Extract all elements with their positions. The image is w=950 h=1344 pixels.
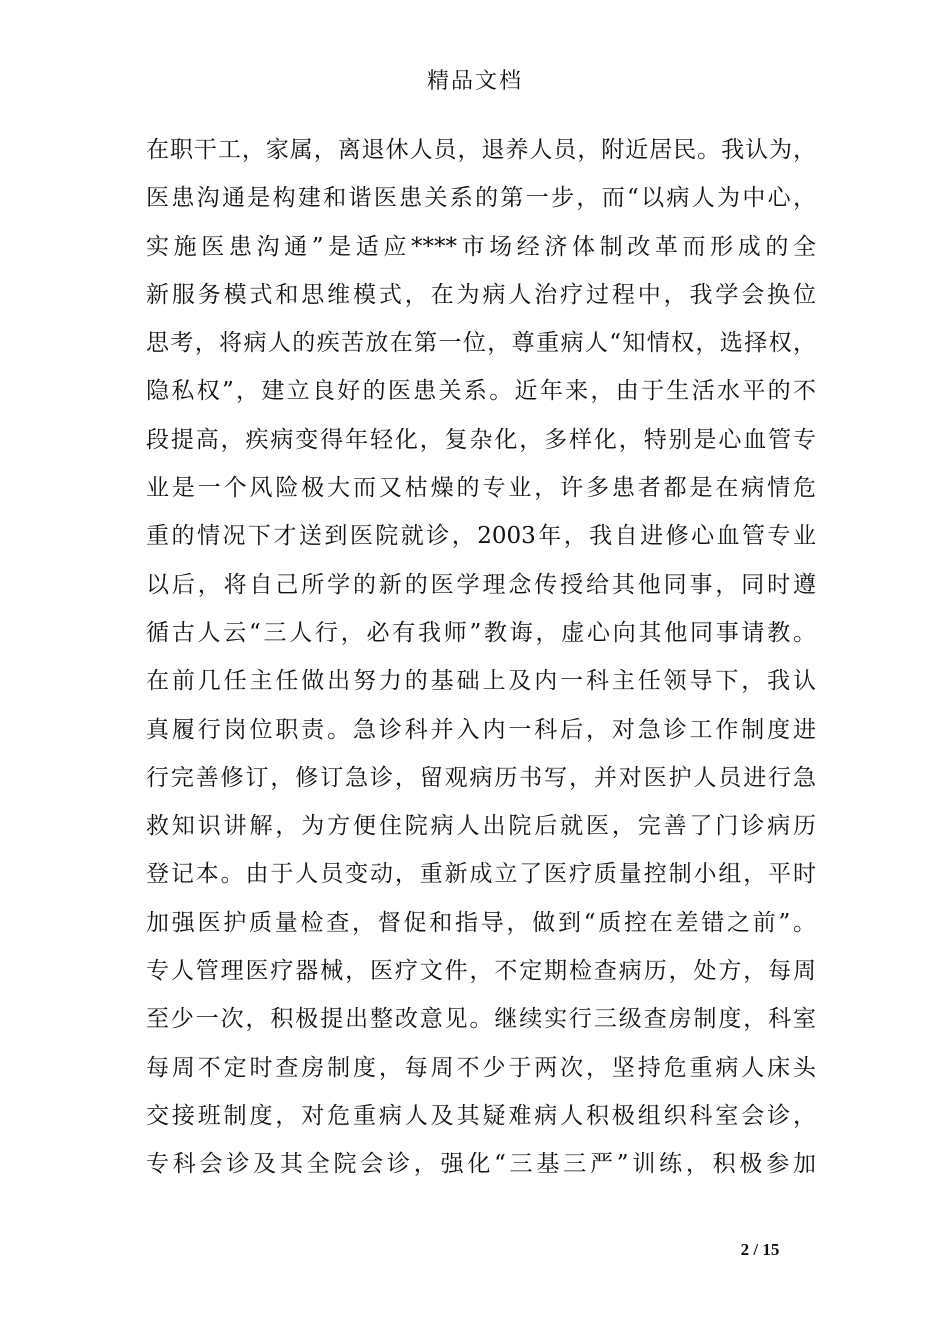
body-line: 以后，将自己所学的新的医学理念传授给其他同事，同时遵	[146, 571, 816, 598]
body-line: 登记本。由于人员变动，重新成立了医疗质量控制小组，平时	[146, 861, 816, 888]
body-line: 段提高，疾病变得年轻化，复杂化，多样化，特别是心血管专	[146, 426, 816, 453]
body-line: 至少一次，积极提出整改意见。继续实行三级查房制度，科室	[146, 1006, 816, 1033]
body-line: 加强医护质量检查，督促和指导，做到“质控在差错之前”。	[146, 909, 816, 936]
body-line: 救知识讲解，为方便住院病人出院后就医，完善了门诊病历	[146, 813, 816, 840]
body-line: 行完善修订，修订急诊，留观病历书写，并对医护人员进行急	[146, 764, 816, 791]
body-line: 真履行岗位职责。急诊科并入内一科后，对急诊工作制度进	[146, 716, 816, 743]
body-line: 业是一个风险极大而又枯燥的专业，许多患者都是在病情危	[146, 475, 816, 502]
body-line: 重的情况下才送到医院就诊，2003年，我自进修心血管专业	[146, 523, 816, 550]
body-line: 思考，将病人的疾苦放在第一位，尊重病人“知情权，选择权，	[146, 330, 816, 357]
page-number: 2 / 15	[740, 1240, 780, 1259]
body-line: 在前几任主任做出努力的基础上及内一科主任领导下，我认	[146, 668, 816, 695]
body-line: 在职干工，家属，离退休人员，退养人员，附近居民。我认为，	[146, 137, 816, 163]
page-header-title: 精品文档	[426, 69, 523, 94]
body-line: 循古人云“三人行，必有我师”教诲，虚心向其他同事请教。	[146, 619, 816, 646]
body-line: 新服务模式和思维模式，在为病人治疗过程中，我学会换位	[146, 281, 816, 308]
body-line: 隐私权”，建立良好的医患关系。近年来，由于生活水平的不	[146, 378, 816, 405]
document-body	[146, 126, 816, 1189]
body-line: 实施医患沟通”是适应****市场经济体制改革而形成的全	[146, 233, 816, 260]
body-line: 每周不定时查房制度，每周不少于两次，坚持危重病人床头	[146, 1054, 816, 1081]
body-line: 专人管理医疗器械，医疗文件，不定期检查病历，处方，每周	[146, 958, 816, 985]
body-line: 医患沟通是构建和谐医患关系的第一步，而“以病人为中心，	[146, 185, 816, 212]
body-line: 交接班制度，对危重病人及其疑难病人积极组织科室会诊，	[146, 1102, 816, 1129]
body-line: 专科会诊及其全院会诊，强化“三基三严”训练，积极参加	[146, 1151, 816, 1178]
